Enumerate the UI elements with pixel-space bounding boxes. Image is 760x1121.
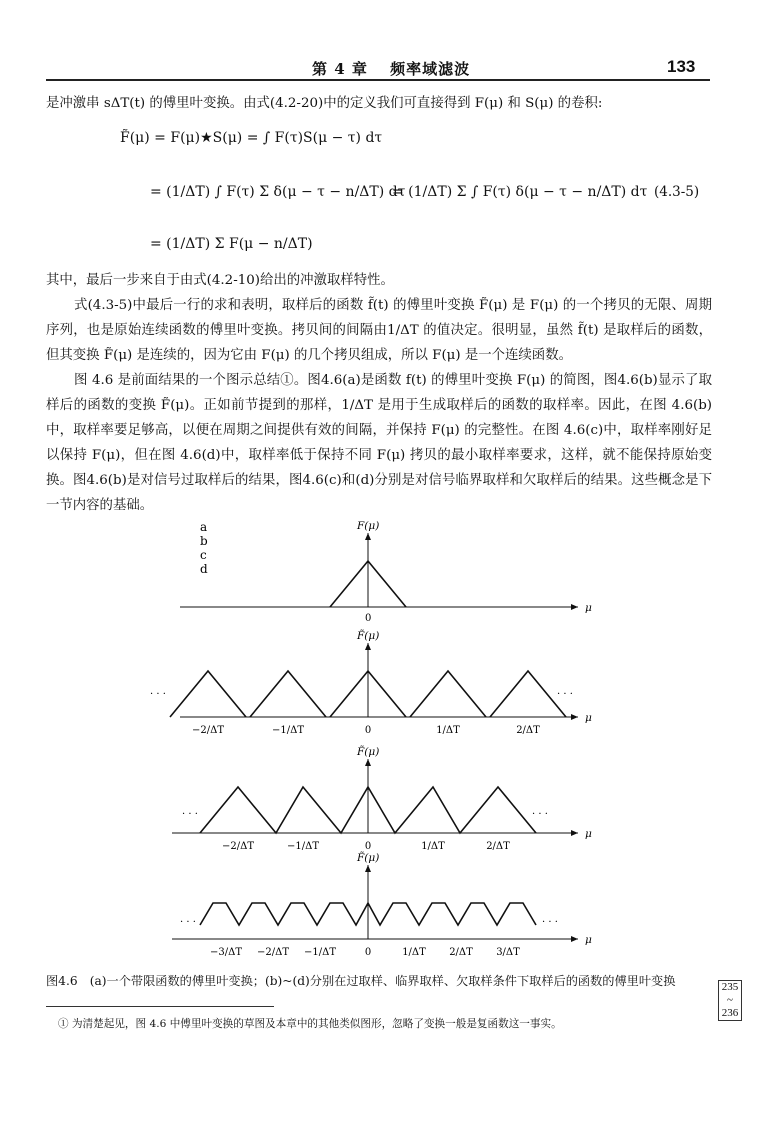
- panel-b-tick: 1/ΔT: [436, 725, 460, 736]
- equation-line-2a: = (1/ΔT) ∫ F(τ) Σ δ(μ − τ − n/ΔT) dτ: [150, 184, 406, 200]
- panel-c-tick: −1/ΔT: [286, 841, 320, 852]
- body-text: [46, 268, 712, 518]
- panel-c-tick: −2/ΔT: [221, 841, 255, 852]
- equation-number: (4.3-5): [654, 184, 700, 200]
- panel-c-tick: 2/ΔT: [486, 841, 510, 852]
- chapter-header: 第 4 章 频率域滤波: [312, 60, 471, 78]
- footnote-rule: [46, 1006, 274, 1007]
- panel-d-tick: 0: [364, 947, 372, 958]
- side-page-box: [718, 980, 742, 1021]
- side-page-mid: ~: [727, 994, 733, 1006]
- panel-c-tick: 1/ΔT: [421, 841, 445, 852]
- panel-d-tick: −1/ΔT: [303, 947, 337, 958]
- side-page-bottom: 236: [721, 1007, 739, 1019]
- panel-a: [180, 520, 592, 624]
- panel-b-dots-left: · · ·: [150, 689, 166, 700]
- panel-c-ylabel: F̃(μ): [357, 746, 380, 758]
- panel-d-tick: 3/ΔT: [496, 947, 520, 958]
- figure-caption: 图4.6 (a)一个带限函数的傅里叶变换；(b)~(d)分别在过取样、临界取样、欠取样条件下取样后的函数的傅里叶变换: [46, 974, 676, 988]
- panel-d-tick: 2/ΔT: [449, 947, 473, 958]
- page-number: 133: [667, 57, 696, 76]
- panel-d-tick: −2/ΔT: [256, 947, 290, 958]
- equation-line-1: F̃(μ) = F(μ)★S(μ) = ∫ F(τ)S(μ − τ) dτ: [120, 130, 383, 146]
- copy-triangle: [250, 671, 326, 717]
- intro-line: 是冲激串 sΔT(t) 的傅里叶变换。由式(4.2-20)中的定义我们可直接得到 F(μ) 和 S(μ) 的卷积:: [46, 96, 603, 111]
- panel-b-tick: 2/ΔT: [516, 725, 540, 736]
- panel-b-tick: −2/ΔT: [191, 725, 225, 736]
- panel-d-tick: 1/ΔT: [402, 947, 426, 958]
- panel-c: [172, 745, 592, 852]
- panel-b-tick: −1/ΔT: [271, 725, 305, 736]
- panel-b-tick: 0: [364, 725, 372, 736]
- copy-triangle: [410, 671, 486, 717]
- header-rule: [46, 79, 710, 81]
- panel-label-b: b: [200, 534, 208, 548]
- figure-4-6: [0, 515, 760, 967]
- copy-triangle: [170, 671, 246, 717]
- panel-d-xlabel: μ: [585, 934, 592, 946]
- panel-b-dots-right: · · ·: [557, 689, 573, 700]
- paragraph-2: 式(4.3-5)中最后一行的求和表明，取样后的函数 f̃(t) 的傅里叶变换 F̃(μ) 是 F(μ) 的一个拷贝的无限、周期序列，也是原始连续函数的傅里叶变换。拷贝间的间隔由1/ΔT 的值决定。很明显，虽然 f̃(t) 是取样后的函数，但其变换 F̃(μ) 是连续的，因为它由 F(μ) 的几个拷贝组成，所以 F(μ) 是一个连续函数。: [46, 298, 712, 363]
- paragraph-1: 其中，最后一步来自于由式(4.2-10)给出的冲激取样特性。: [46, 273, 394, 288]
- panel-d: [172, 851, 592, 958]
- panel-b-xlabel: μ: [585, 712, 592, 724]
- panel-a-tick-0: 0: [365, 613, 372, 624]
- panel-label-d: d: [200, 562, 208, 576]
- panel-b: [150, 629, 592, 736]
- panel-b-ylabel: F̃(μ): [357, 630, 380, 642]
- panel-d-dots-left: · · ·: [180, 917, 196, 928]
- panel-d-tick: −3/ΔT: [209, 947, 243, 958]
- panel-label-c: c: [200, 548, 207, 562]
- panel-d-dots-right: · · ·: [542, 917, 558, 928]
- panel-a-xlabel: μ: [585, 602, 592, 614]
- equation-line-2b: = (1/ΔT) Σ ∫ F(τ) δ(μ − τ − n/ΔT) dτ: [392, 184, 648, 200]
- panel-c-dots-right: · · ·: [532, 809, 548, 820]
- equation-line-3: = (1/ΔT) Σ F(μ − n/ΔT): [150, 236, 313, 252]
- panel-d-ylabel: F̃(μ): [357, 852, 380, 864]
- copy-triangle: [490, 671, 566, 717]
- paragraph-3: 图 4.6 是前面结果的一个图示总结①。图4.6(a)是函数 f(t) 的傅里叶变换 F(μ) 的简图，图4.6(b)显示了取样后的函数的变换 F̃(μ)。正如前节提到的那样，1/ΔT 是用于生成取样后的函数的取样率。因此，在图 4.6(b)中，取样率要足够高，以便在周期之间提供有效的间隔，并保持 F(μ) 的完整性。在图 4.6(c)中，取样率刚好足以保持 F(μ)，但在图 4.6(d)中，取样率低于保持不同 F(μ) 拷贝的最小取样率要求，这样，就不能保持原始变换。图4.6(b)是对信号过取样后的结果，图4.6(c)和(d)分别是对信号临界取样和欠取样后的结果。这些概念是下一节内容的基础。: [46, 373, 712, 513]
- panel-c-tick: 0: [364, 841, 372, 852]
- side-page-top: 235: [721, 981, 739, 993]
- panel-a-ylabel: F(μ): [357, 520, 380, 532]
- panel-c-dots-left: · · ·: [182, 809, 198, 820]
- panel-c-xlabel: μ: [585, 828, 592, 840]
- panel-label-a: a: [200, 520, 208, 534]
- footnote: ① 为清楚起见，图 4.6 中傅里叶变换的草图及本章中的其他类似图形，忽略了变换一般是复函数这一事实。: [58, 1018, 562, 1030]
